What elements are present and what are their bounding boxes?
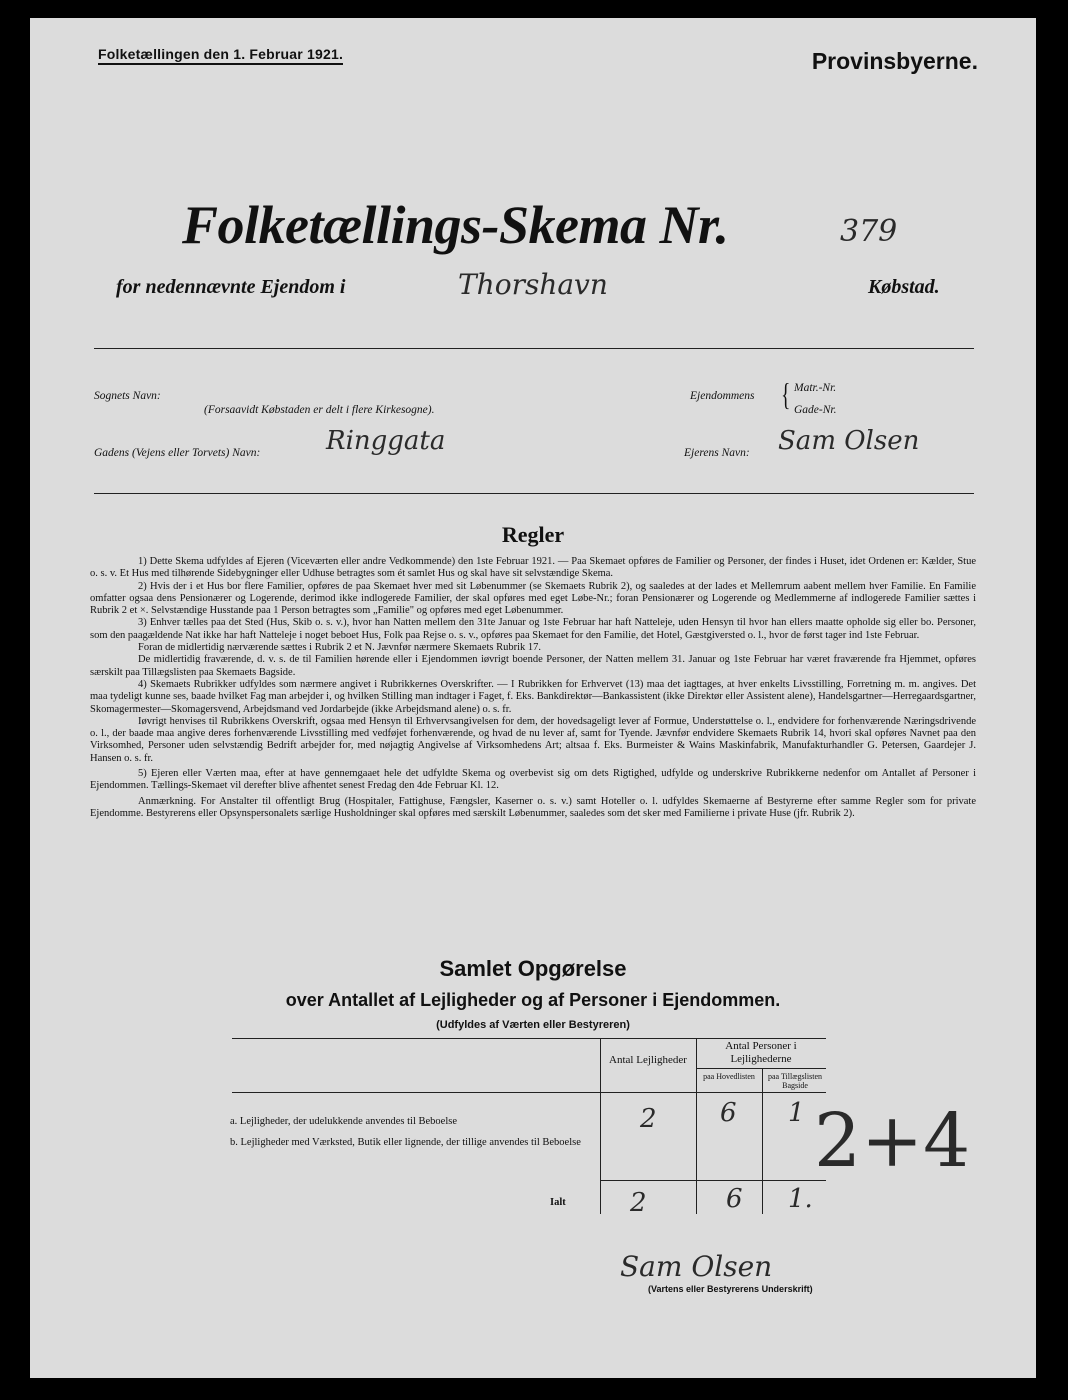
divider-middle — [94, 493, 974, 494]
total-persons-supplement: 1. — [788, 1184, 813, 1214]
margin-note-handwritten: 2+4 — [814, 1098, 971, 1184]
rule-paragraph: 3) Enhver tælles paa det Sted (Hus, Skib o. s. v.), hvor han Natten mellem den 31te Januar og 1ste Februar har haft Natteleje, uden Hensyn til hvor han ellers maatte opholde sig eller bo. Personer, som den paagældende Nat ikke har haft Natteleje i noget beboet Hus, Folk paa Rejse o. s. v., opføres paa Skemaet for den Familie, det Hotel, Gæstgiversted o. l., hvor de først tager ind 1ste Februar. — [90, 617, 976, 641]
row-a-persons-supplement: 1 — [788, 1098, 805, 1128]
owner-handwritten: Sam Olsen — [778, 426, 920, 456]
form-title: Folketællings-Skema Nr. — [182, 195, 729, 255]
rules-text — [90, 556, 976, 820]
divider-top — [94, 348, 974, 349]
col-main-list-header: paa Hovedlisten — [703, 1072, 755, 1081]
table-total-rule — [600, 1180, 826, 1181]
table-header-rule — [232, 1092, 826, 1093]
town-type-label: Købstad. — [868, 276, 940, 298]
table-col-line — [696, 1038, 697, 1214]
col-persons-header: Antal Personer i Lejlighederne — [725, 1040, 797, 1065]
col-apartments-header: Antal Lejligheder — [609, 1054, 687, 1066]
row-a-apartments: 2 — [640, 1104, 657, 1134]
summary-subtitle: over Antallet af Lejligheder og af Personer i Ejendommen. — [285, 990, 781, 1010]
owner-signature: Sam Olsen — [620, 1250, 773, 1283]
table-top-rule — [232, 1038, 826, 1039]
row-a-label: a. Lejligheder, der udelukkende anvendes til Beboelse — [230, 1116, 457, 1127]
rule-paragraph: Iøvrigt henvises til Rubrikkens Overskrift, ogsaa med Hensyn til Erhvervsangivelsen for dem, der hovedsageligt lever af Formue, Understøttelse o. l., endvidere for forhenværende Næringsdrivende o. l., der baade maa angive deres forhenværende Livsstilling med vedføjet forhenværende, og hvad de nu lever af, samt for Tyende. Jævnfør endvidere Skemaets Rubrik 14, hvori skal opføres Navnet paa den Virksomhed, Personer uden selvstændig Bedrift arbejder for, med nøjagtig Angivelse af Virksomhedens Art; altsaa f. Eks. Burmeister & Wains Maskinfabrik, Manufakturhandler G. Petersen, Gaardejer J. Hansen o. s. fr. — [90, 715, 976, 764]
parish-note: (Forsaavidt Købstaden er delt i flere Kirkesogne). — [204, 404, 435, 416]
rule-paragraph: Foran de midlertidig nærværende sættes i Rubrik 2 et N. Jævnfør nærmere Skemaets Rubrik 17. — [138, 642, 542, 654]
total-persons-main: 6 — [726, 1184, 743, 1214]
rule-paragraph: 5) Ejeren eller Værten maa, efter at have gennemgaaet hele det udfyldte Skema og overbevist sig om dets Rigtighed, udfylde og underskrive Rubrikkerne nedenfor om Antallet af Personer i Ejendommen. Tællings-Skemaet vil derefter blive afhentet senest Fredag den 4de Februar Kl. 12. — [90, 768, 976, 792]
brace-glyph: { — [781, 376, 791, 412]
total-apartments: 2 — [630, 1188, 647, 1218]
rule-paragraph: De midlertidig fraværende, d. v. s. de til Familien hørende eller i Ejendommen iøvrigt boende Personer, der Natten mellem 31. Januar og 1ste Februar har været fraværende fra Hjemmet, opføres særskilt paa Tillægslisten paa Skemaets Bagside. — [90, 654, 976, 678]
census-date-header: Folketællingen den 1. Februar 1921. — [98, 46, 343, 65]
region-header: Provinsbyerne. — [811, 48, 978, 74]
form-number-handwritten: 379 — [840, 214, 898, 249]
summary-note: (Udfyldes af Værten eller Bestyreren) — [436, 1019, 630, 1031]
table-col-line — [762, 1068, 763, 1214]
street-label: Gadens (Vejens eller Torvets) Navn: — [94, 447, 261, 459]
street-nr-label: Gade-Nr. — [794, 404, 837, 416]
town-handwritten: Thorshavn — [458, 268, 608, 301]
table-sub-rule — [696, 1068, 826, 1069]
table-col-line — [600, 1038, 601, 1214]
rules-heading: Regler — [501, 522, 565, 547]
property-label: Ejendommens — [690, 390, 755, 402]
street-handwritten: Ringgata — [326, 426, 446, 456]
col-supplement-header: paa Tillægslisten Bagside — [767, 1072, 822, 1090]
owner-label: Ejerens Navn: — [684, 447, 750, 459]
parish-label: Sognets Navn: — [94, 390, 161, 402]
rule-paragraph: Anmærkning. For Anstalter til offentligt Brug (Hospitaler, Fattighuse, Fængsler, Kaserner o. s. v.) samt Hoteller o. l. udfyldes Skemaerne af Bestyrerne efter samme Regler som for private Ejendomme. Bestyrerens eller Opsynspersonalets særlige Husholdninger skal opføres med særskilt Løbenummer, saaledes som det sker med Familierne i private Huse (jfr. Rubrik 2). — [90, 795, 976, 819]
property-subtitle: for nedennævnte Ejendom i — [116, 276, 346, 298]
signature-caption: (Vartens eller Bestyrerens Underskrift) — [648, 1284, 813, 1294]
rule-paragraph: 2) Hvis der i et Hus bor flere Familier, opføres de paa Skemaet hver med sit Løbenummer (se Skemaets Rubrik 2), og saaledes at der lades et Mellemrum aabent mellem hver Familie. En Familie omfatter ogsaa dens Pensionærer og Logerende, derimod ikke indlogerede Familier, der skal opføres med eget Løbe-Nr.; foran Pensionærer og Logerende og Medlemmerne af indlogerede Familier sættes i Rubrik 2 et ×. Selvstændige Husstande paa 1 Person betragtes som „Familie" og opføres med eget Løbenummer. — [90, 580, 976, 617]
census-form — [30, 18, 1036, 1378]
total-label: Ialt — [550, 1197, 566, 1208]
row-a-persons-main: 6 — [720, 1098, 737, 1128]
rule-paragraph: 4) Skemaets Rubrikker udfyldes som nærmere angivet i Rubrikkernes Overskrifter. — I Rubrikken for Erhvervet (13) maa det iagttages, at hver enkelts Livsstilling, Forretning m. m. angives. Det maa tydeligt kunne ses, baade hvilket Fag man arbejder i, og hvilken Stilling man indtager i Faget, f. Eks. Bankdirektør—Bankassistent (ikke Direktør eller Assistent alene), Handelsgartner—Herregaardsgartner, Skomagermester—Skomagersvend, Arbejdsmand ved Jordarbejde (ikke Arbejdsmand alene) o. s. fr. — [90, 678, 976, 715]
rule-paragraph: 1) Dette Skema udfyldes af Ejeren (Viceværten eller andre Vedkommende) den 1ste Februar 1921. — Paa Skemaet opføres de Familier og Personer, der findes i Huset, idet Ordenen er: Kælder, Stue o. s. v. Et Hus med tilhørende Sidebygninger eller Udhuse betragtes som ét samlet Hus og skal have sit selvstændige Skema. — [90, 556, 976, 580]
summary-title: Samlet Opgørelse — [439, 956, 627, 981]
row-b-label: b. Lejligheder med Værksted, Butik eller lignende, der tillige anvendes til Beboelse — [230, 1137, 581, 1148]
matr-nr-label: Matr.-Nr. — [794, 382, 837, 394]
